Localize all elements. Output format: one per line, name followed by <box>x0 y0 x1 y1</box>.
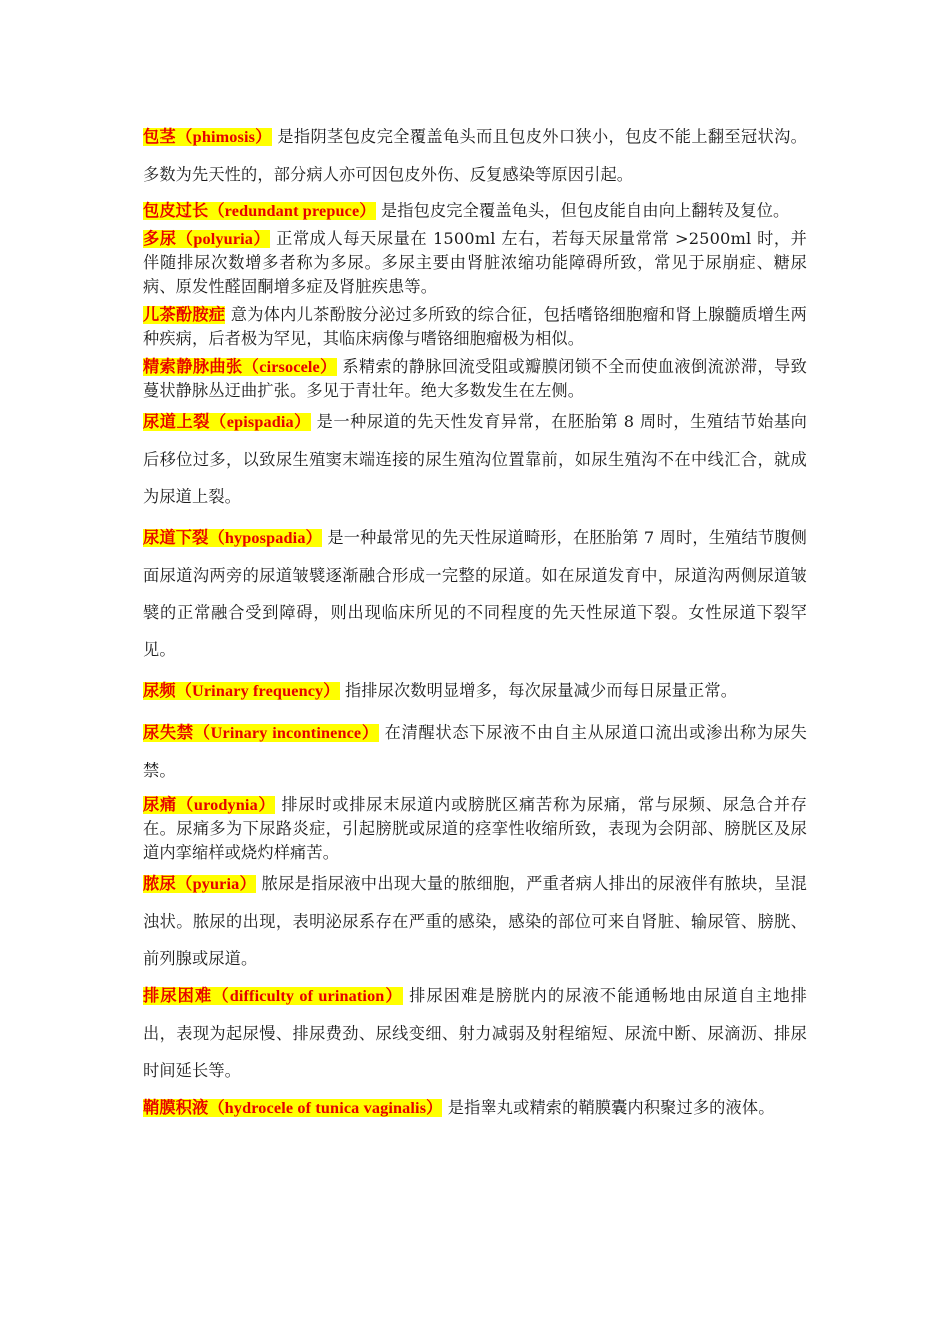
entry-cirsocele <box>143 355 807 403</box>
entry-text: 在清醒状态下尿液不由自主从尿道口流出或渗出称为尿失禁。 <box>143 723 808 780</box>
entry-text: 意为体内儿茶酚胺分泌过多所致的综合征，包括嗜铬细胞瘤和肾上腺髓质增生两种疾病，后者极为罕见，其临床病像与嗜铬细胞瘤极为相似。 <box>143 305 808 348</box>
entry-text: 是一种最常见的先天性尿道畸形，在胚胎第 7 周时，生殖结节腹侧面尿道沟两旁的尿道皱襞逐渐融合形成一完整的尿道。如在尿道发育中，尿道沟两侧尿道皱襞的正常融合受到障碍，则出现临床所见的不同程度的先天性尿道下裂。女性尿道下裂罕见。 <box>143 528 807 659</box>
entry-text: 是指包皮完全覆盖龟头，但包皮能自由向上翻转及复位。 <box>380 201 790 220</box>
entry-term: 多尿（polyuria） <box>143 230 271 248</box>
entry-urinary-incontinence <box>143 714 807 789</box>
entry-term: 包茎（phimosis） <box>143 128 272 146</box>
entry-term: 尿失禁（Urinary incontinence） <box>143 724 379 742</box>
entry-term: 包皮过长（redundant prepuce） <box>143 202 376 220</box>
entry-term: 精索静脉曲张（cirsocele） <box>143 358 337 376</box>
entry-text: 系精索的静脉回流受阻或瓣膜闭锁不全而使血液倒流淤滞，导致蔓状静脉丛迂曲扩张。多见于青壮年。绝大多数发生在左侧。 <box>143 357 807 400</box>
entry-text: 是一种尿道的先天性发育异常，在胚胎第 8 周时，生殖结节始基向后移位过多，以致尿生殖窦末端连接的尿生殖沟位置靠前，如尿生殖沟不在中线汇合，就成为尿道上裂。 <box>143 412 807 506</box>
entry-term: 排尿困难（difficulty of urination） <box>143 987 403 1005</box>
entry-text: 是指阴茎包皮完全覆盖龟头而且包皮外口狭小，包皮不能上翻至冠状沟。多数为先天性的，部分病人亦可因包皮外伤、反复感染等原因引起。 <box>143 127 808 184</box>
entry-urodynia <box>143 793 807 865</box>
entry-hydrocele <box>143 1089 807 1127</box>
entry-term: 尿频（Urinary frequency） <box>143 682 340 700</box>
document-page <box>143 118 807 1127</box>
entry-text: 是指睾丸或精索的鞘膜囊内积聚过多的液体。 <box>447 1098 775 1117</box>
entry-term: 尿道下裂（hypospadia） <box>143 529 322 547</box>
entry-phimosis <box>143 118 807 193</box>
entry-difficulty-of-urination <box>143 977 807 1089</box>
entry-pyuria <box>143 865 807 977</box>
entry-redundant-prepuce <box>143 199 807 223</box>
entry-term: 脓尿（pyuria） <box>143 875 257 893</box>
entry-urinary-frequency <box>143 672 807 710</box>
entry-hypospadia <box>143 519 807 668</box>
entry-text: 排尿时或排尿末尿道内或膀胱区痛苦称为尿痛，常与尿频、尿急合并存在。尿痛多为下尿路炎症，引起膀胱或尿道的痉挛性收缩所致，表现为会阴部、膀胱区及尿道内挛缩样或烧灼样痛苦。 <box>143 795 808 862</box>
entry-epispadia <box>143 403 807 515</box>
entry-term: 尿痛（urodynia） <box>143 796 276 814</box>
entry-text: 正常成人每天尿量在 1500ml 左右，若每天尿量常常 >2500ml 时，并伴随排尿次数增多者称为多尿。多尿主要由肾脏浓缩功能障碍所致，常见于尿崩症、糖尿病、原发性醛固酮增多症及肾脏疾患等。 <box>143 229 807 296</box>
entry-term: 儿茶酚胺症 <box>143 306 226 324</box>
entry-term: 尿道上裂（epispadia） <box>143 413 311 431</box>
entry-catecholamine <box>143 303 807 351</box>
entry-text: 排尿困难是膀胱内的尿液不能通畅地由尿道自主地排出，表现为起尿慢、排尿费劲、尿线变细、射力减弱及射程缩短、尿流中断、尿滴沥、排尿时间延长等。 <box>143 986 807 1080</box>
entry-polyuria <box>143 227 807 299</box>
entry-text: 脓尿是指尿液中出现大量的脓细胞，严重者病人排出的尿液伴有脓块，呈混浊状。脓尿的出现，表明泌尿系存在严重的感染，感染的部位可来自肾脏、输尿管、膀胱、前列腺或尿道。 <box>143 874 808 968</box>
entry-term: 鞘膜积液（hydrocele of tunica vaginalis） <box>143 1099 443 1117</box>
entry-text: 指排尿次数明显增多，每次尿量减少而每日尿量正常。 <box>344 681 738 700</box>
